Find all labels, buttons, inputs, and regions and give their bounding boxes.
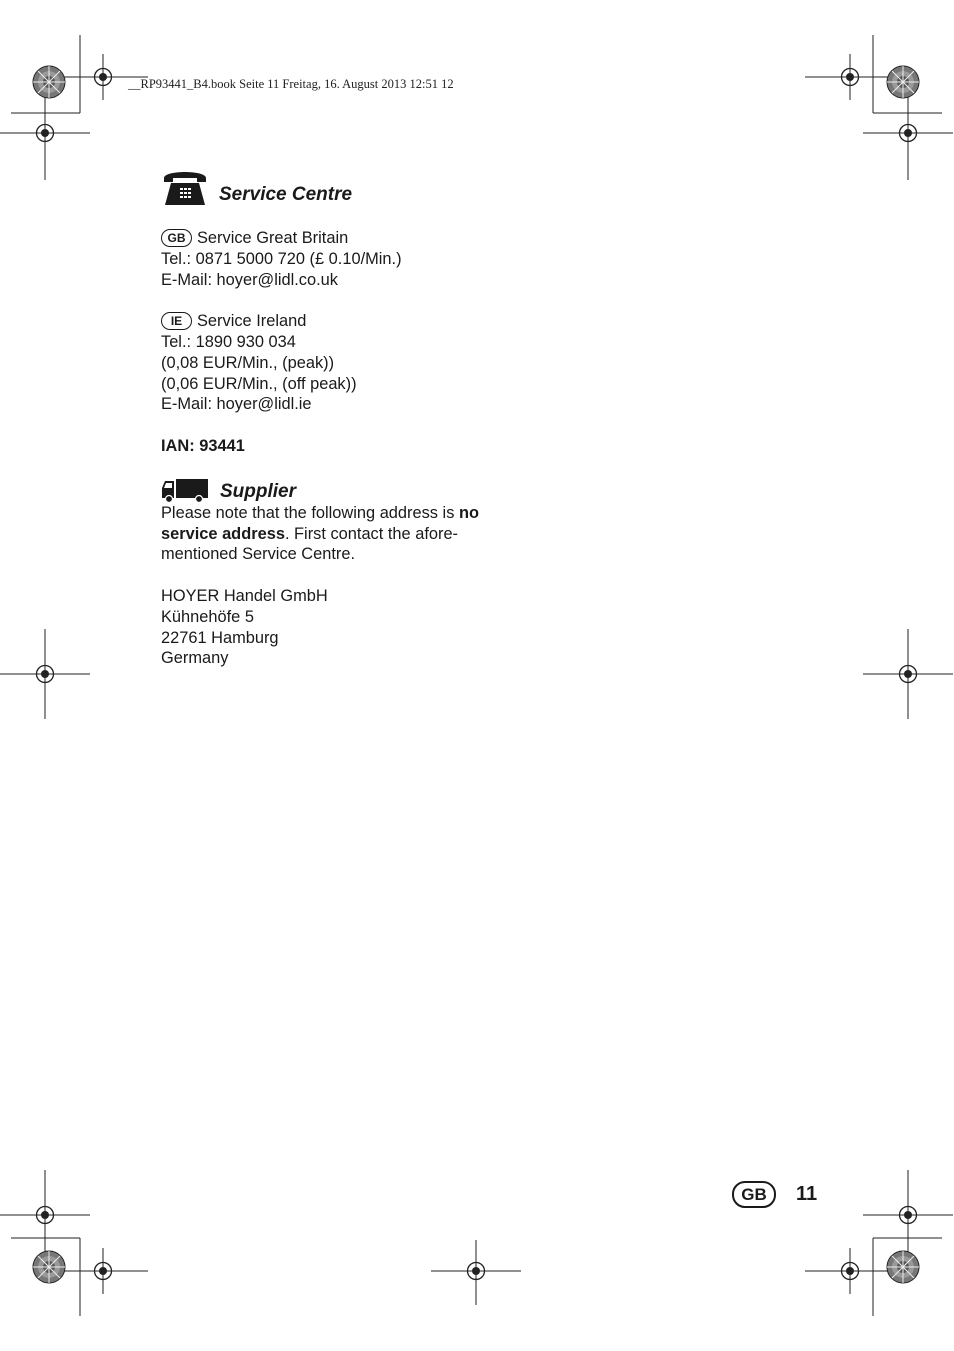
supplier-note — [161, 503, 491, 565]
supplier-note-before: Please note that the following address is — [161, 503, 459, 522]
service-gb-name: Service Great Britain — [197, 229, 349, 247]
page-footer — [732, 1181, 817, 1208]
telephone-icon — [161, 168, 209, 206]
print-header: __RP93441_B4.book Seite 11 Freitag, 16. August 2013 12:51 12 — [128, 77, 454, 91]
supplier-note-after: . First contact the afore-mentioned Service Centre. — [161, 524, 459, 564]
supplier-address-line: 22761 Hamburg — [161, 628, 279, 647]
service-centre-title: Service Centre — [219, 184, 353, 205]
service-ie-rate-peak: (0,08 EUR/Min., (peak)) — [161, 353, 335, 372]
supplier-title: Supplier — [220, 480, 297, 502]
service-ie-email: E-Mail: hoyer@lidl.ie — [161, 395, 312, 414]
supplier-address-line: Germany — [161, 649, 229, 668]
supplier-address-line: HOYER Handel GmbH — [161, 586, 328, 605]
service-ie-tel: Tel.: 1890 930 034 — [161, 332, 296, 351]
ian-number: IAN: 93441 — [161, 436, 245, 455]
service-centre-heading — [161, 168, 501, 206]
service-ie-rate-offpeak: (0,06 EUR/Min., (off peak)) — [161, 374, 357, 393]
supplier-address-line: Kühnehöfe 5 — [161, 607, 254, 626]
gb-country-badge: GB — [161, 229, 192, 247]
service-gb-name-line — [161, 228, 501, 249]
service-gb-tel: Tel.: 0871 5000 720 (£ 0.10/Min.) — [161, 249, 402, 268]
page-number: 11 — [796, 1183, 818, 1205]
supplier-note-bold: no service address — [161, 503, 479, 543]
page-content — [161, 168, 501, 669]
supplier-heading — [161, 479, 501, 503]
footer-country-badge: GB — [732, 1181, 776, 1208]
service-gb-email: E-Mail: hoyer@lidl.co.uk — [161, 270, 338, 289]
service-ie-name-line — [161, 311, 501, 332]
ie-country-badge: IE — [161, 312, 192, 330]
truck-icon — [161, 479, 208, 503]
service-ie-name: Service Ireland — [197, 312, 307, 331]
